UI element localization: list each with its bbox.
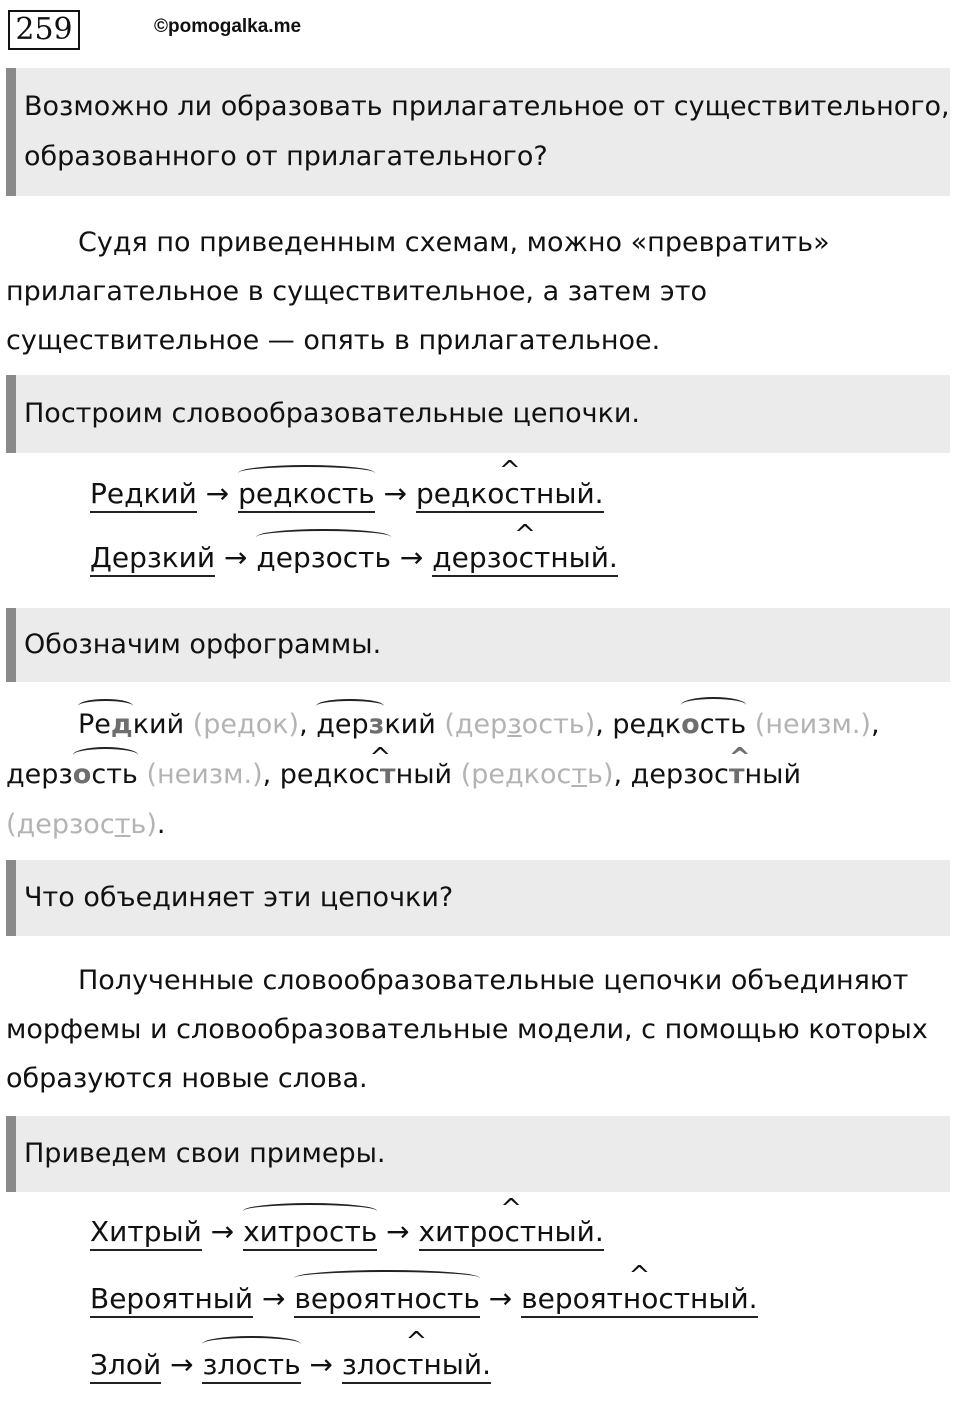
word-derzost-suffix: ость <box>72 759 138 790</box>
chain-5 <box>90 1345 491 1385</box>
arrow-icon: → <box>170 1348 194 1381</box>
chain-2-word-2: дерзость <box>256 541 391 574</box>
chain-1-word-2: редкость <box>238 477 375 513</box>
arrow-icon: → <box>205 477 230 510</box>
arrow-icon: → <box>309 1348 333 1381</box>
word-redkost-suffix: ость <box>681 709 747 740</box>
task-number: 259 <box>8 10 80 50</box>
chain-4-word-2: вероятность <box>294 1282 479 1318</box>
word-derzostnyy-t: ^ т <box>729 759 745 790</box>
chain-5-word-2: злость <box>202 1348 300 1384</box>
question-3-text: Обозначим орфограммы. <box>24 629 382 660</box>
hint-derzost-2: (дерзость) <box>6 809 157 840</box>
arrow-icon: → <box>210 1215 235 1248</box>
answer-paragraph-1-text: Судя по приведенным схемам, можно «превратить» прилагательное в существительное, а затем это существительное — опять в прилагательное. <box>6 227 830 356</box>
answer-paragraph-2-text: Полученные словообразовательные цепочки объединяют морфемы и словообразовательные модели, с помощью которых образуются новые слова. <box>6 965 928 1094</box>
hint-neizm-2: (неизм.) <box>146 759 263 790</box>
arrow-icon: → <box>223 541 248 574</box>
chain-1-word-1: Редкий <box>90 477 197 513</box>
chain-2 <box>90 538 618 578</box>
chain-4-word-1: Вероятный <box>90 1282 253 1318</box>
chain-1-word-3: ^ редкостный. <box>416 477 604 513</box>
chain-1 <box>90 474 604 514</box>
chain-5-word-3: ^ злостный. <box>342 1348 491 1384</box>
question-2-text: Построим словообразовательные цепочки. <box>24 398 641 429</box>
chain-3 <box>90 1212 604 1252</box>
hint-derzost: (дерзость) <box>444 709 596 740</box>
chain-3-word-1: Хитрый <box>90 1215 202 1251</box>
word-redkostnyy-t: ^ ст <box>365 759 396 790</box>
question-3 <box>6 608 950 682</box>
question-1-text: Возможно ли образовать прилагательное от существительного, образованного от прилагательного? <box>24 91 950 172</box>
chain-3-word-2: хитрость <box>243 1215 377 1251</box>
orthogram-paragraph: Редкий (редок), дерзкий (дерзость), редкость (неизм.), дерзость (неизм.), редко^ стный (редкость), дерзос^ тный (дерзость). <box>6 700 950 850</box>
chain-2-word-3: ^ дерзостный. <box>432 541 618 577</box>
arrow-icon: → <box>488 1282 513 1315</box>
question-4 <box>6 860 950 936</box>
question-2 <box>6 375 950 453</box>
question-5 <box>6 1116 950 1192</box>
answer-paragraph-1 <box>6 218 950 365</box>
hint-neizm-1: (неизм.) <box>754 709 871 740</box>
arrow-icon: → <box>386 1215 410 1248</box>
copyright: ©pomogalka.me <box>154 16 302 37</box>
arrow-icon: → <box>383 477 408 510</box>
arrow-icon: → <box>262 1282 286 1315</box>
chain-2-word-1: Дерзкий <box>90 541 215 577</box>
chain-3-word-3: ^ хитростный. <box>419 1215 604 1251</box>
word-redkiy: Ред <box>78 709 133 740</box>
answer-paragraph-2 <box>6 956 950 1103</box>
chain-5-word-1: Злой <box>90 1348 161 1384</box>
hint-redkost: (редкость) <box>460 759 614 790</box>
question-1 <box>6 68 950 196</box>
chain-4-word-3: ^ вероятностный. <box>521 1282 757 1318</box>
chain-4 <box>90 1279 758 1319</box>
word-derzkiy: дерз <box>316 709 385 740</box>
hint-redok: (редок) <box>192 709 300 740</box>
question-4-text: Что объединяет эти цепочки? <box>24 882 454 913</box>
arrow-icon: → <box>399 541 424 574</box>
question-5-text: Приведем свои примеры. <box>24 1138 386 1169</box>
